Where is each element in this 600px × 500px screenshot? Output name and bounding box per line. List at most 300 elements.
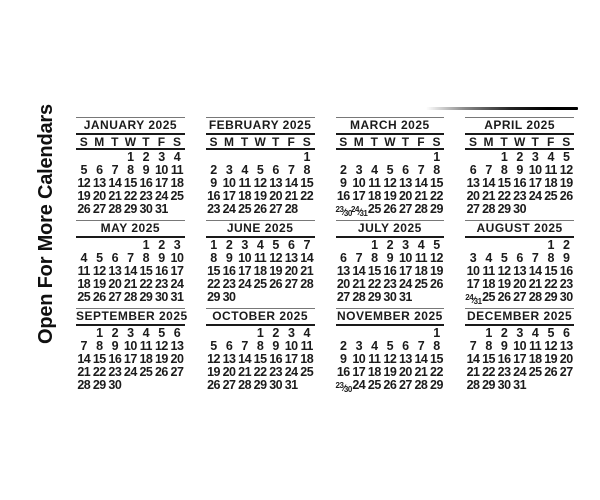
date-cell: 1	[127, 150, 134, 164]
date-cell: 5	[433, 238, 440, 252]
weeks	[76, 151, 185, 216]
empty-cell	[299, 379, 315, 392]
date-cell: 25	[170, 189, 184, 203]
date-cell: 16	[139, 176, 153, 190]
date-cell: 7	[241, 339, 248, 353]
date-cell: 13	[398, 352, 412, 366]
month-block	[206, 220, 315, 308]
date-cell: 18	[238, 189, 252, 203]
date-cell: 18	[77, 277, 91, 291]
date-cell: 9	[500, 339, 508, 353]
date-cell: 4	[371, 339, 378, 353]
day-letter: T	[370, 135, 378, 149]
date-cell: 24	[352, 378, 366, 392]
date-cell: 15	[367, 264, 381, 278]
date-cell: 12	[559, 163, 573, 177]
date-cell: 21	[123, 277, 137, 291]
month-block	[76, 308, 188, 396]
date-cell: 12	[77, 176, 91, 190]
date-cell: 6	[173, 326, 181, 340]
day-letter: S	[562, 135, 571, 149]
weeks	[465, 239, 574, 308]
weeks	[206, 239, 315, 304]
date-cell: 1	[485, 326, 492, 340]
date-cell: 4	[303, 326, 310, 340]
week-row	[76, 291, 185, 304]
date-cell: 19	[383, 365, 397, 379]
weeks	[76, 239, 185, 304]
date-cell: 2	[500, 326, 508, 340]
week-row	[465, 203, 574, 216]
date-cell: 10	[352, 176, 366, 190]
date-cell: 11	[529, 339, 542, 353]
date-cell: 22	[300, 189, 314, 203]
day-letter: F	[547, 135, 555, 149]
day-letter: T	[500, 135, 508, 149]
empty-cell	[283, 291, 299, 304]
date-cell-combined: $^{24}$⁄31	[351, 205, 368, 218]
date-cell: 12	[253, 176, 267, 190]
date-cell: 5	[562, 150, 570, 164]
date-cell: 8	[485, 339, 492, 353]
weeks	[206, 327, 315, 392]
empty-cell	[237, 291, 253, 304]
day-letter: F	[417, 135, 425, 149]
date-cell: 9	[562, 251, 570, 265]
date-cell: 14	[77, 352, 91, 366]
date-cell: 19	[77, 189, 91, 203]
date-cell: 3	[241, 238, 248, 252]
date-cell: 18	[367, 189, 381, 203]
date-cell: 6	[402, 339, 409, 353]
date-cell: 15	[497, 176, 511, 190]
date-cell: 22	[207, 277, 220, 291]
date-cell: 29	[123, 202, 137, 216]
date-cell: 30	[108, 378, 122, 392]
date-cell: 8	[371, 251, 378, 265]
date-cell: 3	[287, 326, 295, 340]
date-cell: 8	[127, 163, 134, 177]
date-cell: 17	[123, 352, 137, 366]
date-cell: 29	[497, 202, 511, 216]
date-cell: 7	[531, 251, 539, 265]
month-title: NOVEMBER 2025	[336, 308, 445, 326]
date-cell: 5	[210, 339, 217, 353]
day-letter: M	[483, 135, 494, 149]
date-cell: 7	[469, 339, 477, 353]
date-cell: 11	[368, 176, 381, 190]
date-cell: 16	[108, 352, 122, 366]
day-letter: S	[432, 135, 441, 149]
date-cell: 18	[414, 264, 428, 278]
date-cell: 15	[123, 176, 137, 190]
date-cell: 29	[207, 290, 220, 304]
date-cell: 27	[466, 202, 480, 216]
date-cell: 6	[516, 251, 523, 265]
empty-cell	[154, 379, 170, 392]
date-cell: 22	[430, 189, 443, 203]
date-cell: 30	[139, 202, 153, 216]
date-cell: 28	[482, 202, 495, 216]
date-cell: 30	[513, 202, 527, 216]
date-cell: 20	[466, 189, 480, 203]
date-cell: 6	[111, 251, 119, 265]
month-block	[465, 308, 574, 396]
date-cell: 9	[516, 163, 523, 177]
date-cell: 1	[547, 238, 554, 252]
date-cell: 17	[238, 264, 252, 278]
date-cell: 24	[513, 365, 527, 379]
date-cell: 2	[210, 163, 217, 177]
date-cell: 6	[225, 339, 233, 353]
date-cell: 3	[402, 238, 409, 252]
day-letter: T	[240, 135, 249, 149]
date-cell: 18	[528, 352, 542, 366]
date-cell: 4	[256, 238, 264, 252]
date-cell: 4	[417, 238, 425, 252]
day-letter: T	[271, 135, 280, 149]
date-cell: 15	[300, 176, 314, 190]
date-cell: 7	[287, 163, 295, 177]
month-title: MARCH 2025	[336, 117, 445, 135]
date-cell: 7	[355, 251, 363, 265]
date-cell: 25	[238, 202, 252, 216]
date-cell: 4	[142, 326, 150, 340]
date-cell: 30	[222, 290, 236, 304]
date-cell: 11	[77, 264, 90, 278]
empty-cell	[413, 291, 429, 304]
date-cell: 20	[398, 189, 412, 203]
day-letter: W	[124, 135, 137, 149]
week-row	[76, 203, 185, 216]
date-cell: 31	[284, 378, 298, 392]
date-cell: 27	[92, 202, 106, 216]
date-cell: 8	[433, 163, 440, 177]
date-cell: 21	[300, 264, 314, 278]
date-cell: 25	[300, 365, 314, 379]
date-cell: 10	[238, 251, 252, 265]
date-cell: 26	[154, 365, 168, 379]
date-cell: 19	[544, 352, 558, 366]
date-cell: 29	[430, 202, 443, 216]
month-block	[336, 117, 445, 220]
date-cell: 13	[466, 176, 480, 190]
date-cell: 4	[80, 251, 87, 265]
empty-cell	[429, 291, 445, 304]
date-cell: 24	[123, 365, 137, 379]
date-cell: 24	[238, 277, 252, 291]
date-cell: 2	[516, 150, 523, 164]
date-cell: 28	[414, 202, 428, 216]
date-cell: 26	[383, 202, 397, 216]
date-cell: 14	[108, 176, 122, 190]
week-row	[465, 291, 574, 308]
date-cell: 13	[222, 352, 236, 366]
date-cell: 7	[417, 339, 425, 353]
date-cell: 30	[154, 290, 168, 304]
date-cell: 5	[500, 251, 508, 265]
empty-cell	[543, 379, 559, 392]
date-cell: 8	[142, 251, 150, 265]
date-cell: 4	[241, 163, 248, 177]
date-cell: 23	[513, 189, 527, 203]
date-cell: 4	[371, 163, 378, 177]
date-cell: 6	[562, 326, 570, 340]
week-row	[206, 291, 315, 304]
weeks	[76, 327, 185, 392]
date-cell: 2	[340, 339, 347, 353]
date-cell: 25	[528, 365, 542, 379]
date-cell: 21	[414, 365, 428, 379]
date-cell: 1	[303, 150, 310, 164]
date-cell: 2	[562, 238, 570, 252]
date-cell: 15	[92, 352, 106, 366]
date-cell: 11	[238, 176, 251, 190]
date-cell: 2	[386, 238, 394, 252]
date-cell: 18	[139, 352, 153, 366]
day-letter: S	[172, 135, 181, 149]
date-cell: 13	[269, 176, 283, 190]
date-cell: 23	[269, 365, 283, 379]
date-cell: 11	[544, 163, 557, 177]
month-title: APRIL 2025	[465, 117, 574, 135]
day-letter: S	[339, 135, 348, 149]
date-cell: 11	[414, 251, 428, 265]
date-cell: 26	[92, 290, 106, 304]
date-cell: 16	[207, 189, 220, 203]
date-cell: 17	[513, 352, 527, 366]
empty-cell	[123, 379, 139, 392]
date-cell: 29	[544, 290, 558, 304]
top-edge-line	[426, 107, 578, 110]
date-cell: 29	[367, 290, 381, 304]
date-cell: 22	[544, 277, 558, 291]
date-cell: 23	[154, 277, 168, 291]
date-cell: 25	[367, 202, 381, 216]
date-cell: 21	[482, 189, 495, 203]
week-row	[336, 203, 445, 220]
date-cell: 1	[371, 238, 378, 252]
day-letter: T	[401, 135, 410, 149]
date-cell: 3	[173, 238, 181, 252]
day-letter: S	[79, 135, 88, 149]
date-cell: 19	[430, 264, 443, 278]
date-cell: 28	[108, 202, 122, 216]
date-cell: 22	[123, 189, 137, 203]
date-cell: 15	[544, 264, 558, 278]
date-cell: 13	[398, 176, 412, 190]
month-title: DECEMBER 2025	[465, 308, 574, 326]
date-cell: 18	[170, 176, 184, 190]
date-cell: 16	[497, 352, 511, 366]
date-cell: 11	[482, 264, 495, 278]
date-cell: 26	[544, 365, 558, 379]
month-block	[76, 117, 185, 220]
date-cell: 7	[485, 163, 492, 177]
date-cell: 2	[142, 150, 150, 164]
date-cell: 28	[352, 290, 366, 304]
date-cell: 17	[528, 176, 542, 190]
date-cell: 10	[170, 251, 184, 265]
date-cell: 5	[80, 163, 87, 177]
weeks	[336, 151, 445, 220]
date-cell: 1	[433, 326, 440, 340]
date-cell: 20	[108, 277, 122, 291]
date-cell: 24	[284, 365, 298, 379]
date-cell: 15	[482, 352, 495, 366]
date-cell: 15	[253, 352, 267, 366]
month-block	[465, 220, 574, 308]
date-cell: 28	[414, 378, 428, 392]
date-cell: 15	[430, 176, 443, 190]
date-cell: 2	[225, 238, 233, 252]
date-cell: 10	[154, 163, 168, 177]
day-of-week-row	[465, 135, 574, 150]
date-cell: 8	[500, 163, 508, 177]
month-title: SEPTEMBER 2025	[76, 308, 185, 326]
date-cell: 14	[284, 176, 298, 190]
date-cell: 3	[355, 163, 363, 177]
calendar-grid	[76, 117, 574, 396]
month-block	[336, 220, 445, 308]
date-cell: 27	[222, 378, 236, 392]
day-letter: T	[111, 135, 119, 149]
date-cell: 11	[368, 352, 381, 366]
date-cell: 10	[513, 339, 527, 353]
month-block	[206, 308, 315, 396]
date-cell: 3	[469, 251, 477, 265]
date-cell: 4	[173, 150, 181, 164]
date-cell: 14	[238, 352, 252, 366]
date-cell: 31	[398, 290, 412, 304]
date-cell: 4	[531, 326, 539, 340]
month-block	[465, 117, 574, 220]
date-cell: 20	[170, 352, 184, 366]
week-row	[76, 379, 185, 392]
date-cell: 6	[287, 238, 295, 252]
date-cell: 7	[111, 163, 119, 177]
date-cell: 13	[559, 339, 573, 353]
date-cell: 26	[430, 277, 443, 291]
date-cell: 12	[497, 264, 511, 278]
date-cell: 2	[272, 326, 279, 340]
date-cell: 16	[336, 189, 350, 203]
date-cell: 31	[154, 202, 168, 216]
date-cell: 13	[170, 339, 184, 353]
date-cell: 10	[466, 264, 480, 278]
date-cell-combined: $^{23}$⁄30	[335, 381, 352, 394]
date-cell: 23	[108, 365, 122, 379]
date-cell: 13	[513, 264, 527, 278]
date-cell: 10	[528, 163, 542, 177]
date-cell: 16	[559, 264, 573, 278]
date-cell: 14	[414, 352, 428, 366]
date-cell: 20	[92, 189, 106, 203]
date-cell: 21	[414, 189, 428, 203]
day-letter: M	[224, 135, 235, 149]
date-cell: 25	[77, 290, 91, 304]
date-cell: 1	[433, 150, 440, 164]
date-cell: 8	[303, 163, 310, 177]
weeks	[336, 239, 445, 304]
date-cell: 1	[210, 238, 217, 252]
date-cell: 9	[158, 251, 165, 265]
date-cell: 5	[96, 251, 103, 265]
date-cell: 26	[559, 189, 573, 203]
month-title: FEBRUARY 2025	[206, 117, 315, 135]
date-cell: 28	[77, 378, 91, 392]
date-cell: 21	[466, 365, 480, 379]
date-cell: 7	[127, 251, 134, 265]
week-row	[336, 379, 445, 396]
date-cell: 6	[96, 163, 103, 177]
date-cell: 5	[158, 326, 165, 340]
date-cell: 21	[528, 277, 542, 291]
date-cell: 15	[430, 352, 443, 366]
date-cell: 25	[414, 277, 428, 291]
date-cell: 8	[210, 251, 217, 265]
date-cell: 21	[238, 365, 252, 379]
month-block	[336, 308, 445, 396]
date-cell: 27	[108, 290, 122, 304]
date-cell: 11	[300, 339, 313, 353]
date-cell: 27	[336, 290, 350, 304]
date-cell: 26	[77, 202, 91, 216]
date-cell: 12	[207, 352, 220, 366]
date-cell: 4	[485, 251, 492, 265]
date-cell: 10	[123, 339, 137, 353]
date-cell: 12	[92, 264, 106, 278]
date-cell: 13	[108, 264, 122, 278]
date-cell: 6	[340, 251, 347, 265]
month-title: JUNE 2025	[206, 220, 315, 238]
date-cell: 1	[142, 238, 150, 252]
date-cell: 30	[497, 378, 511, 392]
date-cell: 23	[207, 202, 220, 216]
week-row	[465, 379, 574, 392]
day-letter: S	[209, 135, 218, 149]
date-cell: 1	[96, 326, 103, 340]
date-cell: 8	[433, 339, 440, 353]
day-letter: T	[142, 135, 150, 149]
date-cell: 3	[531, 150, 539, 164]
day-of-week-row	[76, 135, 185, 150]
side-text: Open For More Calendars	[35, 104, 57, 344]
date-cell: 3	[516, 326, 523, 340]
date-cell: 26	[253, 202, 267, 216]
date-cell: 22	[92, 365, 106, 379]
date-cell: 17	[154, 176, 168, 190]
date-cell: 20	[222, 365, 236, 379]
date-cell: 5	[386, 163, 394, 177]
date-cell: 28	[238, 378, 252, 392]
empty-cell	[558, 379, 574, 392]
date-cell: 13	[92, 176, 106, 190]
date-cell: 29	[430, 378, 443, 392]
weeks	[336, 327, 445, 396]
date-cell: 20	[336, 277, 350, 291]
date-cell: 18	[482, 277, 495, 291]
date-cell: 6	[402, 163, 409, 177]
date-cell: 7	[303, 238, 310, 252]
date-cell: 27	[284, 277, 298, 291]
month-title: MAY 2025	[76, 220, 185, 238]
date-cell: 17	[352, 365, 366, 379]
date-cell: 3	[127, 326, 134, 340]
date-cell: 23	[559, 277, 573, 291]
date-cell: 24	[170, 277, 184, 291]
date-cell: 15	[207, 264, 220, 278]
